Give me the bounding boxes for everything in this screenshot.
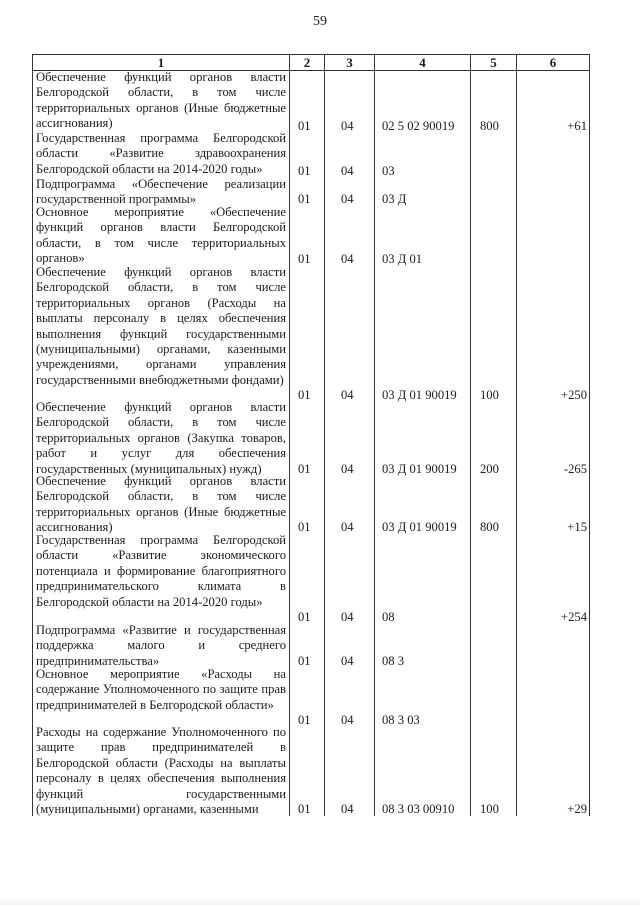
row-description: Обеспечение функций органов власти Белгородской области, в том числе территориальных органов (Закупка товаров, работ и услуг для обеспечения государственных (муниципальных) нужд) <box>36 400 286 476</box>
col-divider-2 <box>324 54 325 816</box>
row-target-code: 03 Д 01 <box>382 252 423 266</box>
row-section: 01 <box>298 713 311 727</box>
col-header-4: 4 <box>419 55 426 70</box>
row-target-code: 03 Д <box>382 192 407 206</box>
row-expense-type: 100 <box>480 802 499 816</box>
row-subsection: 04 <box>341 462 354 476</box>
row-description: Основное мероприятие «Обеспечение функций органов власти Белгородской области, в том числе территориальных органов» <box>36 205 286 266</box>
col-divider-1 <box>289 54 290 816</box>
row-expense-type: 800 <box>480 119 499 133</box>
row-expense-type: 200 <box>480 462 499 476</box>
row-amount: +61 <box>567 119 587 133</box>
row-target-code: 03 Д 01 90019 <box>382 462 457 476</box>
row-description: Государственная программа Белгородской области «Развитие экономического потенциала и формирование благоприятного предпринимательского климата в Белгородской области на 2014-2020 годы» <box>36 533 286 609</box>
col-header-5: 5 <box>490 55 497 70</box>
row-target-code: 08 3 03 00910 <box>382 802 455 816</box>
col-header-1: 1 <box>157 55 165 70</box>
row-expense-type: 100 <box>480 388 499 402</box>
row-subsection: 04 <box>341 164 354 178</box>
row-subsection: 04 <box>341 192 354 206</box>
page-bottom-shadow <box>0 899 640 905</box>
row-subsection: 04 <box>341 802 354 816</box>
row-description: Обеспечение функций органов власти Белгородской области, в том числе территориальных органов (Иные бюджетные ассигнования) <box>36 70 286 131</box>
row-section: 01 <box>298 654 311 668</box>
row-amount: +250 <box>561 388 587 402</box>
row-description: Расходы на содержание Уполномоченного по защите прав предпринимателей в Белгородской области (Расходы на выплаты персоналу в целях обеспечения выполнения функций государственными (муниципальными) органами, казенными <box>36 725 286 817</box>
row-target-code: 03 <box>382 164 395 178</box>
row-subsection: 04 <box>341 252 354 266</box>
row-subsection: 04 <box>341 388 354 402</box>
row-target-code: 02 5 02 90019 <box>382 119 455 133</box>
row-section: 01 <box>298 388 311 402</box>
row-amount: +15 <box>567 520 587 534</box>
col-header-3: 3 <box>346 55 353 70</box>
row-section: 01 <box>298 192 311 206</box>
row-section: 01 <box>298 462 311 476</box>
row-description: Подпрограмма «Обеспечение реализации государственной программы» <box>36 177 286 207</box>
row-section: 01 <box>298 164 311 178</box>
row-subsection: 04 <box>341 119 354 133</box>
row-section: 01 <box>298 119 311 133</box>
row-description: Подпрограмма «Развитие и государственная поддержка малого и среднего предпринимательства» <box>36 623 286 668</box>
col-divider-3 <box>374 54 375 816</box>
row-subsection: 04 <box>341 610 354 624</box>
row-target-code: 08 3 <box>382 654 405 668</box>
row-description: Обеспечение функций органов власти Белгородской области, в том числе территориальных органов (Расходы на выплаты персоналу в целях обеспечения выполнения функций государственными (муниципальными) органами, казенными учреждениями, органами управления государственными внебюджетными фондами) <box>36 265 286 387</box>
row-section: 01 <box>298 802 311 816</box>
row-section: 01 <box>298 610 311 624</box>
row-section: 01 <box>298 520 311 534</box>
row-amount: +29 <box>567 802 587 816</box>
row-target-code: 08 <box>382 610 395 624</box>
row-target-code: 03 Д 01 90019 <box>382 388 457 402</box>
col-divider-5 <box>516 54 517 816</box>
row-subsection: 04 <box>341 654 354 668</box>
row-target-code: 03 Д 01 90019 <box>382 520 457 534</box>
row-section: 01 <box>298 252 311 266</box>
row-description: Обеспечение функций органов власти Белгородской области, в том числе территориальных органов (Иные бюджетные ассигнования) <box>36 474 286 535</box>
row-amount: +254 <box>561 610 587 624</box>
row-description: Основное мероприятие «Расходы на содержание Уполномоченного по защите прав предпринимателей в Белгородской области» <box>36 667 286 712</box>
row-description: Государственная программа Белгородской области «Развитие здравоохранения Белгородской области на 2014-2020 годы» <box>36 131 286 176</box>
row-subsection: 04 <box>341 713 354 727</box>
row-amount: -265 <box>563 462 587 476</box>
page-number: 59 <box>313 14 327 29</box>
col-header-2: 2 <box>303 55 311 70</box>
row-expense-type: 800 <box>480 520 499 534</box>
row-target-code: 08 3 03 <box>382 713 420 727</box>
row-subsection: 04 <box>341 520 354 534</box>
col-header-6: 6 <box>549 55 557 70</box>
